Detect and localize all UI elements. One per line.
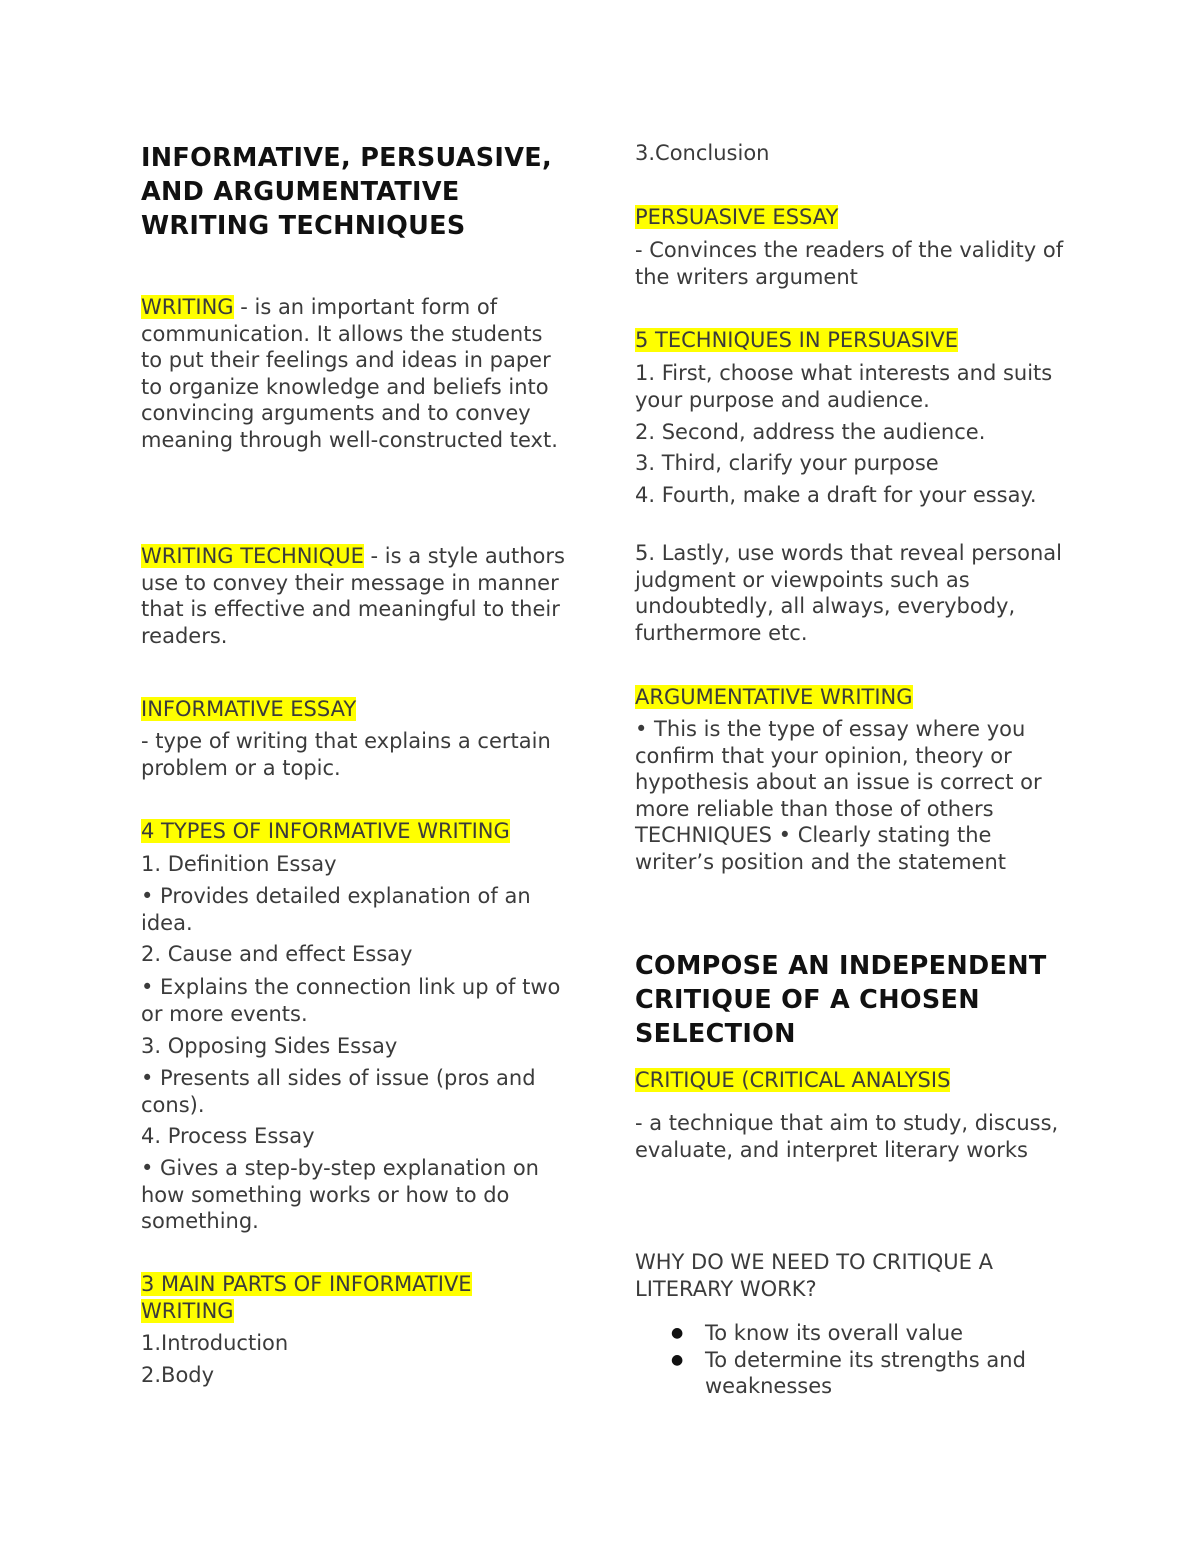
critique-term: CRITIQUE (CRITICAL ANALYSIS (635, 1068, 951, 1092)
why-question: WHY DO WE NEED TO CRITIQUE A LITERARY WORK? (635, 1250, 993, 1301)
writing-def: - is an important form of communication. It allows the students to put their feelings and ideas in paper to organize knowledge and beliefs into convincing arguments and to convey meaning through well-constructed text. (141, 295, 558, 452)
section-title: COMPOSE AN INDEPENDENT CRITIQUE OF A CHOSEN SELECTION (635, 951, 1047, 1049)
informative-heading (141, 696, 356, 723)
persuasive-heading (635, 204, 838, 231)
techniques-item: 2. Second, address the audience. (635, 420, 986, 444)
persuasive-term: PERSUASIVE ESSAY (635, 205, 839, 229)
types-item: • Presents all sides of issue (pros and cons). (141, 1066, 536, 1117)
parts-item: 3.Conclusion (635, 141, 770, 165)
techniques-item: 4. Fourth, make a draft for your essay. (635, 483, 1037, 507)
techniques-item: 1. First, choose what interests and suits your purpose and audience. (635, 361, 1053, 412)
types-item: 1. Definition Essay (141, 852, 337, 876)
types-item: • Explains the connection link up of two or more events. (141, 975, 561, 1026)
critique-def: - a technique that aim to study, discuss, evaluate, and interpret literary works (635, 1111, 1059, 1162)
writing-term: WRITING (141, 295, 234, 319)
page-title: INFORMATIVE, PERSUASIVE, AND ARGUMENTATIVE WRITING TECHNIQUES (141, 143, 552, 241)
parts-item: 2.Body (141, 1363, 215, 1387)
informative-term: INFORMATIVE ESSAY (141, 697, 357, 721)
types-item: • Gives a step-by-step explanation on how something works or how to do something. (141, 1156, 539, 1233)
reasons-list (635, 1320, 1065, 1400)
technique-term: WRITING TECHNIQUE (141, 544, 364, 568)
argumentative-term: ARGUMENTATIVE WRITING (635, 685, 913, 709)
bullet-icon: ● (671, 1325, 684, 1341)
techniques-item: 3. Third, clarify your purpose (635, 451, 939, 475)
techniques-heading: 5 TECHNIQUES IN PERSUASIVE (635, 328, 958, 352)
argumentative-def: • This is the type of essay where you confirm that your opinion, theory or hypothesis about an issue is correct or more reliable than those of others TECHNIQUES • Clearly stating the writer’s position and the statement (635, 717, 1042, 874)
persuasive-def: - Convinces the readers of the validity of the writers argument (635, 238, 1064, 289)
informative-def: - type of writing that explains a certain problem or a topic. (141, 729, 551, 780)
types-item: 3. Opposing Sides Essay (141, 1034, 398, 1058)
writing-definition (141, 294, 566, 453)
types-heading: 4 TYPES OF INFORMATIVE WRITING (141, 819, 510, 843)
list-item: ● To know its overall value (671, 1321, 964, 1345)
technique-definition (141, 543, 566, 649)
list-item: ● To determine its strengths and weaknesses (671, 1347, 1026, 1398)
critique-heading (635, 1067, 950, 1094)
parts-item: 1.Introduction (141, 1331, 289, 1355)
technique-def: - is a style authors use to convey their message in manner that is effective and meaningful to their readers. (141, 544, 565, 648)
parts-heading: 3 MAIN PARTS OF INFORMATIVE WRITING (141, 1272, 472, 1323)
techniques-item: 5. Lastly, use words that reveal personal judgment or viewpoints such as undoubtedly, all always, everybody, furthermore etc. (635, 541, 1062, 645)
types-item: • Provides detailed explanation of an idea. (141, 884, 531, 935)
types-item: 4. Process Essay (141, 1124, 315, 1148)
argumentative-heading (635, 684, 913, 711)
bullet-icon: ● (671, 1351, 684, 1368)
types-item: 2. Cause and effect Essay (141, 942, 413, 966)
